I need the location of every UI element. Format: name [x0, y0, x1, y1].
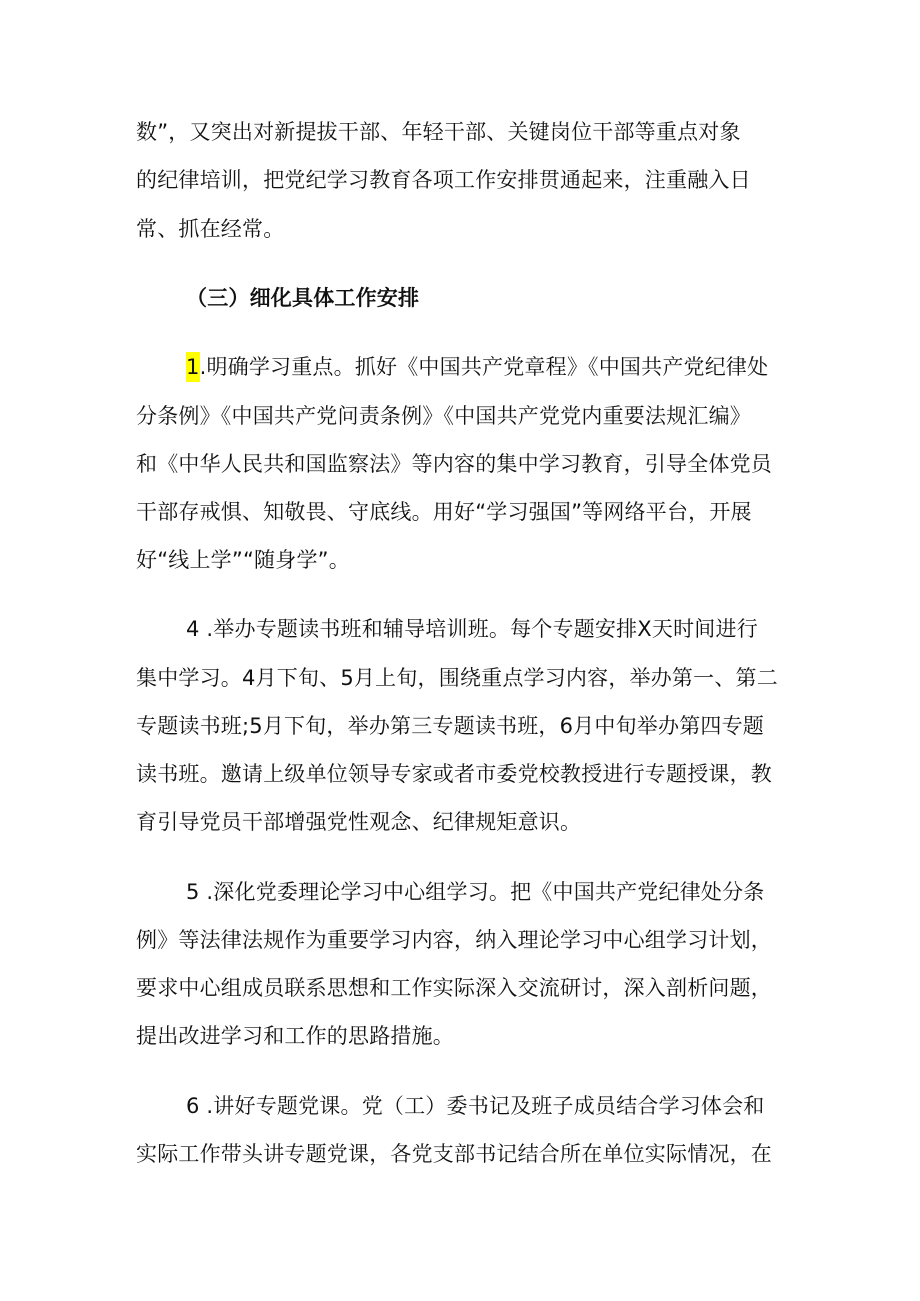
paragraph-line: 分条例》《中国共产党问责条例》《中国共产党党内重要法规汇编》: [136, 404, 751, 428]
paragraph-line: 好“线上学”“随身学”。: [136, 548, 350, 572]
item-first-line: 6 .讲好专题党课。党（工）委书记及班子成员结合学习体会和: [186, 1094, 765, 1118]
paragraph-line: 的纪律培训，把党纪学习教育各项工作安排贯通起来，注重融入日: [136, 168, 751, 192]
paragraph-line: 集中学习。4月下旬、5月上旬，围绕重点学习内容，举办第一、第二: [136, 666, 778, 690]
paragraph-line: 数”，又突出对新提拔干部、年轻干部、关键岗位干部等重点对象: [136, 120, 741, 144]
paragraph-line: 和《中华人民共和国监察法》等内容的集中学习教育，引导全体党员: [136, 452, 772, 476]
paragraph-line: 干部存戒惧、知敬畏、守底线。用好“学习强国”等网络平台，开展: [136, 500, 752, 524]
item-first-line-text: .明确学习重点。抓好《中国共产党章程》《中国共产党纪律处: [199, 355, 769, 379]
paragraph-line: 提出改进学习和工作的思路措施。: [136, 1024, 454, 1048]
paragraph-line: 常、抓在经常。: [136, 217, 285, 241]
highlighted-number: 1: [186, 352, 200, 382]
paragraph-line: 读书班。邀请上级单位领导专家或者市委党校教授进行专题授课，教: [136, 762, 772, 786]
item-first-line: 5 .深化党委理论学习中心组学习。把《中国共产党纪律处分条: [186, 880, 765, 904]
paragraph-line: 实际工作带头讲专题党课，各党支部书记结合所在单位实际情况，在: [136, 1142, 772, 1166]
section-heading: （三）细化具体工作安排: [186, 286, 420, 310]
paragraph-line: 专题读书班;5月下旬，举办第三专题读书班，6月中旬举办第四专题: [136, 714, 764, 738]
paragraph-line: 要求中心组成员联系思想和工作实际深入交流研讨，深入剖析问题，: [136, 976, 772, 1000]
item-first-line: 4 .举办专题读书班和辅导培训班。每个专题安排X天时间进行: [186, 617, 758, 641]
paragraph-line: 育引导党员干部增强党性观念、纪律规矩意识。: [136, 810, 582, 834]
paragraph-line: 例》等法律法规作为重要学习内容，纳入理论学习中心组学习计划，: [136, 928, 772, 952]
item-first-line: [186, 352, 788, 382]
